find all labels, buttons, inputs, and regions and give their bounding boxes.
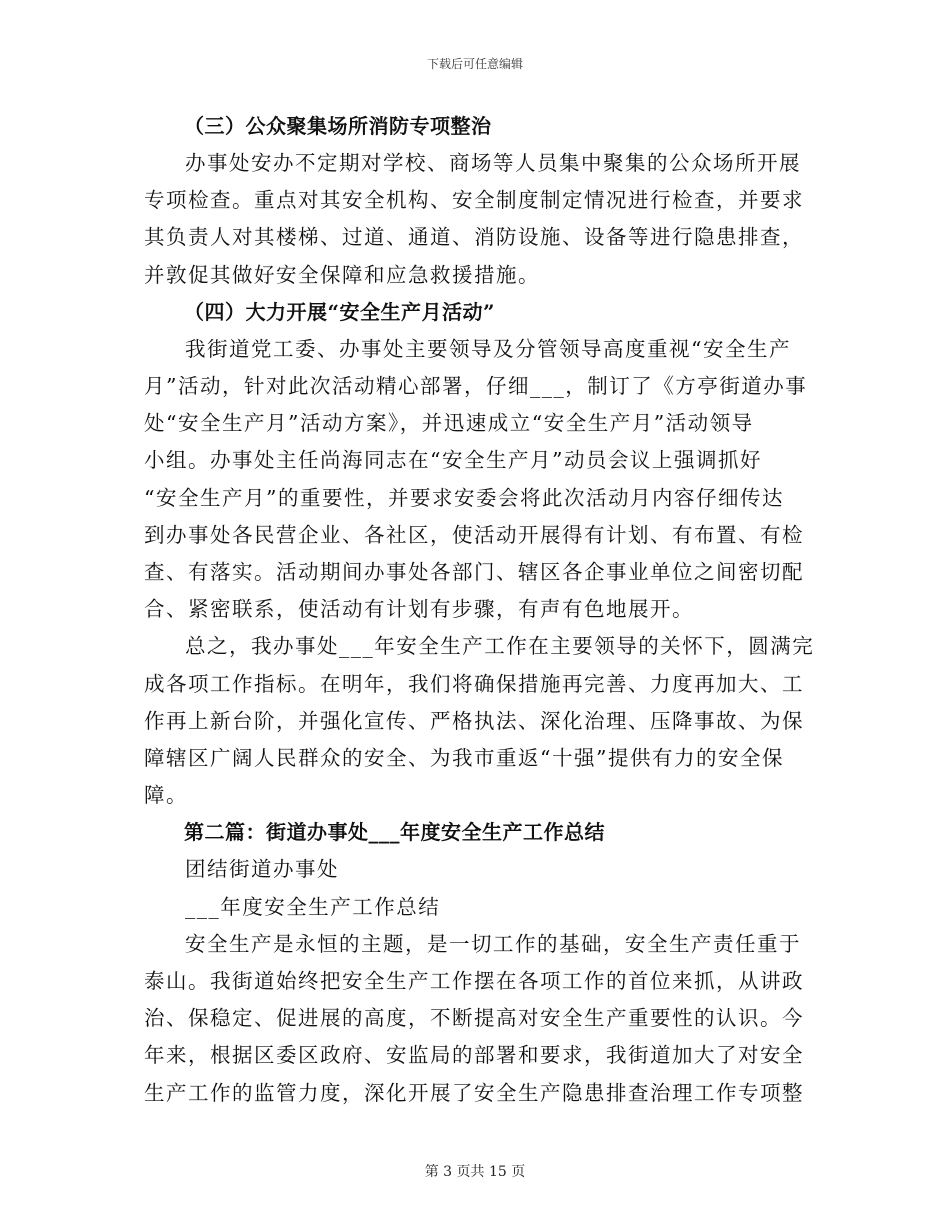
text-line: 泰山。我街道始终把安全生产工作摆在各项工作的首位来抓，从讲政 [144,969,804,994]
text-line: 并敦促其做好安全保障和应急救援措施。 [144,262,540,287]
subtitle-line: 团结街道办事处 [185,857,339,882]
section-heading: （四）大力开展“安全生产月活动” [184,299,496,324]
document-body [144,108,814,1112]
text-line: 月”活动，针对此次活动精心部署，仔细___，制订了《方亭街道办事 [144,374,808,399]
text-line: 其负责人对其楼梯、过道、通道、消防设施、设备等进行隐患排查， [144,225,804,250]
text-line: 查、有落实。活动期间办事处各部门、辖区各企事业单位之间密切配 [144,560,804,585]
paragraph [144,145,814,294]
text-line: 年来，根据区委区政府、安监局的部署和要求，我街道加大了对安全 [144,1043,804,1068]
page-header: 下载后可任意编辑 [426,57,523,71]
text-line: “安全生产月”的重要性，并要求安委会将此次活动月内容仔细传达 [144,485,784,510]
section-heading: （三）公众聚集场所消防专项整治 [184,114,492,138]
text-line: 到办事处各民营企业、各社区，使活动开展得有计划、有布置、有检 [144,522,804,547]
text-line: 办事处安办不定期对学校、商场等人员集中聚集的公众场所开展 [185,151,801,175]
text-line: 成各项工作指标。在明年，我们将确保措施再完善、力度再加大、工 [144,671,804,696]
page-number: 第 3 页共 15 页 [424,1164,526,1180]
text-line: 总之，我办事处___年安全生产工作在主要领导的关怀下，圆满完 [185,634,815,659]
paragraph [144,926,814,1112]
subtitle-line: ___年度安全生产工作总结 [185,894,441,919]
text-line: 小组。办事处主任尚海同志在“安全生产月”动员会议上强调抓好 [144,448,762,473]
paragraph [144,331,814,629]
text-line: 合、紧密联系，使活动有计划有步骤，有声有色地展开。 [144,597,694,622]
text-line: 处“安全生产月”活动方案》，并迅速成立“安全生产月”活动领导 [144,411,754,436]
text-line: 治、保稳定、促进展的高度，不断提高对安全生产重要性的认识。今 [144,1006,804,1031]
text-line: 障辖区广阔人民群众的安全、为我市重返“十强”提供有力的安全保 [144,746,784,771]
text-line: 专项检查。重点对其安全机构、安全制度制定情况进行检查，并要求 [144,188,804,213]
section-heading: 第二篇：街道办事处___年度安全生产工作总结 [184,820,605,845]
text-line: 我街道党工委、办事处主要领导及分管领导高度重视“安全生产 [185,336,791,361]
text-line: 生产工作的监管力度，深化开展了安全生产隐患排查治理工作专项整 [144,1080,804,1105]
text-line: 障。 [144,783,188,808]
text-line: 作再上新台阶，并强化宣传、严格执法、深化治理、压降事故、为保 [144,708,804,733]
paragraph [144,628,814,814]
text-line: 安全生产是永恒的主题，是一切工作的基础，安全生产责任重于 [185,931,801,956]
